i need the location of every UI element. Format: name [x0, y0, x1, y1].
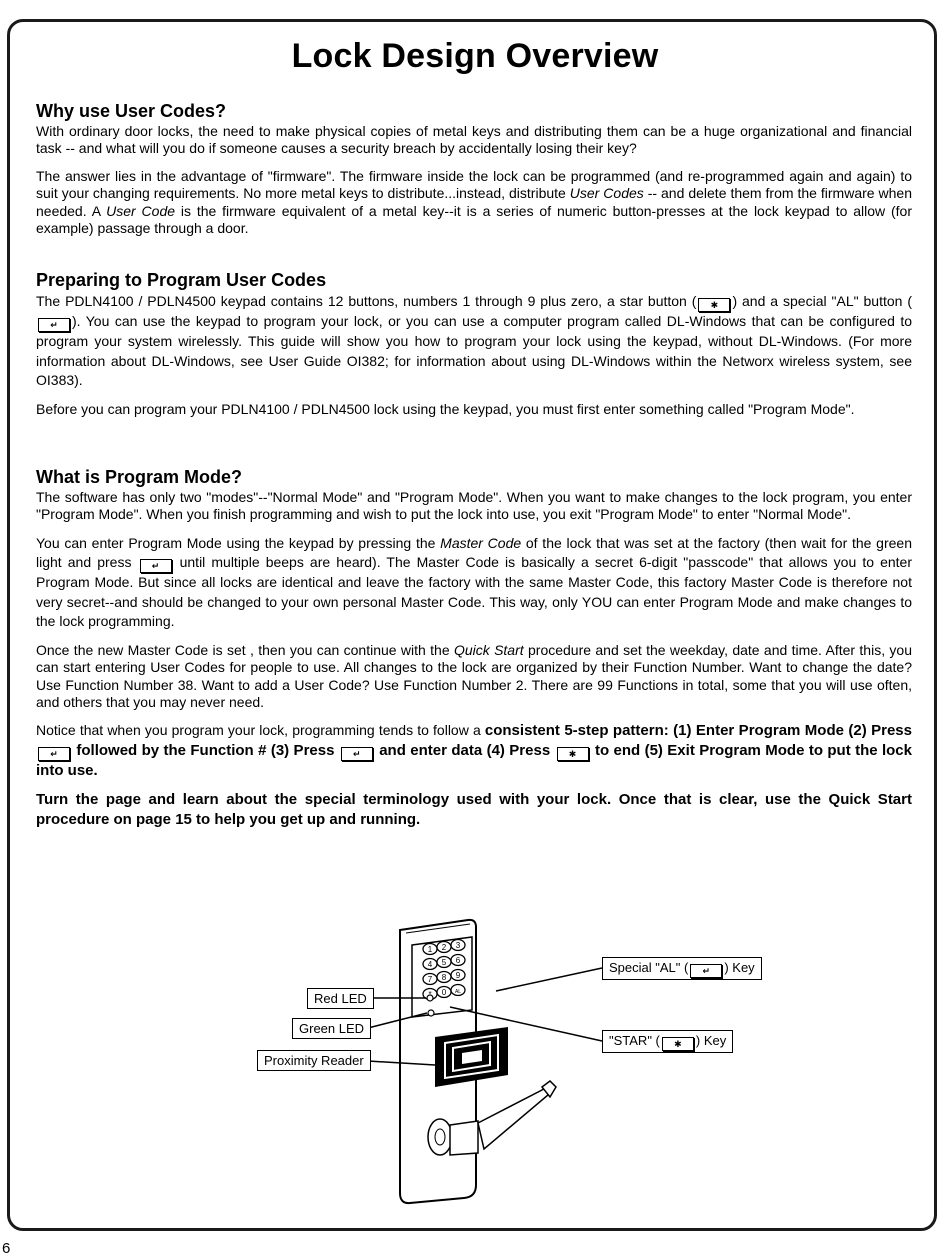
- svg-text:4: 4: [427, 960, 433, 969]
- section-preparing: [36, 269, 912, 428]
- keypad-key-7: [423, 974, 437, 985]
- paragraph: Before you can program your PDLN4100 / PDLN4500 lock using the keypad, you must first enter something called "Program Mode".: [36, 400, 855, 417]
- callout-al-key: Special "AL" (↵ ) Key: [602, 957, 762, 980]
- keypad-key-4: [423, 959, 437, 970]
- svg-text:6: 6: [455, 956, 461, 965]
- al-key-icon: [341, 747, 373, 761]
- star-key-icon: [662, 1037, 694, 1051]
- keypad-key-8: [437, 972, 451, 983]
- paragraph: The software has only two "modes"--"Normal Mode" and "Program Mode". When you want to make changes to the lock program, you enter "Program Mode". When you finish programming and wish to put the lock into use, you exit "Program Mode" to enter "Normal Mode".: [36, 489, 912, 523]
- star-key-icon: [557, 747, 589, 761]
- keypad-key-9: [451, 970, 465, 981]
- al-key-icon: [690, 964, 722, 978]
- al-key-icon: [140, 559, 172, 573]
- callout-red-led: Red LED: [307, 988, 374, 1009]
- keypad-key-5: [437, 957, 451, 968]
- svg-text:2: 2: [441, 943, 447, 952]
- svg-text:AL: AL: [454, 989, 462, 995]
- svg-text:0: 0: [441, 988, 447, 997]
- callout-proximity-reader: Proximity Reader: [257, 1050, 371, 1071]
- keypad-key-1: [423, 944, 437, 955]
- red-led-icon: [427, 995, 433, 1001]
- section-program-mode: [36, 466, 912, 839]
- keypad-key-0: [437, 987, 451, 998]
- svg-text:3: 3: [455, 941, 461, 950]
- paragraph: With ordinary door locks, the need to make physical copies of metal keys and distributing them can be a huge organizational and financial task -- and what will you do if someone causes a security breach by accidentally losing their key?: [36, 123, 912, 157]
- al-key-icon: [38, 747, 70, 761]
- svg-text:8: 8: [441, 973, 447, 982]
- page-title: Lock Design Overview: [291, 37, 659, 75]
- svg-text:1: 1: [427, 945, 433, 954]
- svg-text:5: 5: [441, 958, 447, 967]
- paragraph: The answer lies in the advantage of "firmware". The firmware inside the lock can be programmed (and re-programmed again and again) to suit your changing requirements. No more metal keys to distribute...instead, distribute User Codes -- and delete them from the firmware when needed. A User Code is the firmware equivalent of a metal key--it is a series of numeric button-presses at the lock keypad to allow (for example) passage through a door.: [36, 167, 912, 237]
- keypad-key-6: [451, 955, 465, 966]
- callout-green-led: Green LED: [292, 1018, 371, 1039]
- section-heading: Why use User Codes?: [36, 101, 227, 121]
- svg-text:9: 9: [455, 971, 461, 980]
- green-led-icon: [428, 1010, 434, 1016]
- keypad-key-AL: [451, 985, 465, 996]
- keypad-key-2: [437, 942, 451, 953]
- paragraph: Once the new Master Code is set , then you can continue with the Quick Start procedure and set the weekday, date and time. After this, you can start entering User Codes for people to use. All changes to the lock are organized by their Function Number. Want to change the date? Use Function Number 38. Want to add a User Code? Use Function Number 2. There are 99 Functions in total, some that you will use often, and others that you may never need.: [36, 641, 912, 711]
- paragraph: You can enter Program Mode using the keypad by pressing the Master Code of the lock that was set at the factory (then wait for the green light and press ↵ until multiple beeps are heard). The Master Code is basically a secret 6-digit "passcode" that allows you to enter Program Mode. But since all locks are identical and leave the factory with the same Master Code, this factory Master Code is therefore not very secret--and should be changed to your own personal Master Code. This way, only YOU can enter Program Mode and make changes to the lock programming.: [36, 534, 912, 632]
- al-key-icon: [38, 318, 70, 332]
- keypad-key-3: [451, 940, 465, 951]
- paragraph: The PDLN4100 / PDLN4500 keypad contains 12 buttons, numbers 1 through 9 plus zero, a star button (✱ ) and a special "AL" button (↵). You can use the keypad to program your lock, or you can use a computer program called DL-Windows that can be configured to program your system wirelessly. This guide will show you how to program your lock using the keypad, without DL-Windows. (For more information about DL-Windows, see User Guide OI382; for information about using DL-Windows within the Networx wireless system, see OI383).: [36, 292, 912, 391]
- callout-star-key: "STAR" (✱ ) Key: [602, 1030, 733, 1053]
- section-heading: Preparing to Program User Codes: [36, 270, 327, 290]
- section-why-user-codes: [36, 100, 912, 247]
- paragraph: Turn the page and learn about the special terminology used with your lock. Once that is clear, use the Quick Start procedure on page 15 to help you get up and running.: [36, 791, 912, 828]
- lock-diagram: [250, 915, 790, 1215]
- page-number: 6: [2, 1240, 11, 1257]
- star-key-icon: [698, 298, 730, 312]
- proximity-reader-icon: [435, 1027, 508, 1087]
- svg-text:7: 7: [427, 975, 433, 984]
- paragraph: Notice that when you program your lock, programming tends to follow a consistent 5-step pattern: (1) Enter Program Mode (2) Press ↵ followed by the Function # (3) Press ↵ and enter data (4) Press ✱ to end (5) Exit Program Mode to put the lock into use.: [36, 721, 912, 780]
- section-heading: What is Program Mode?: [36, 467, 243, 487]
